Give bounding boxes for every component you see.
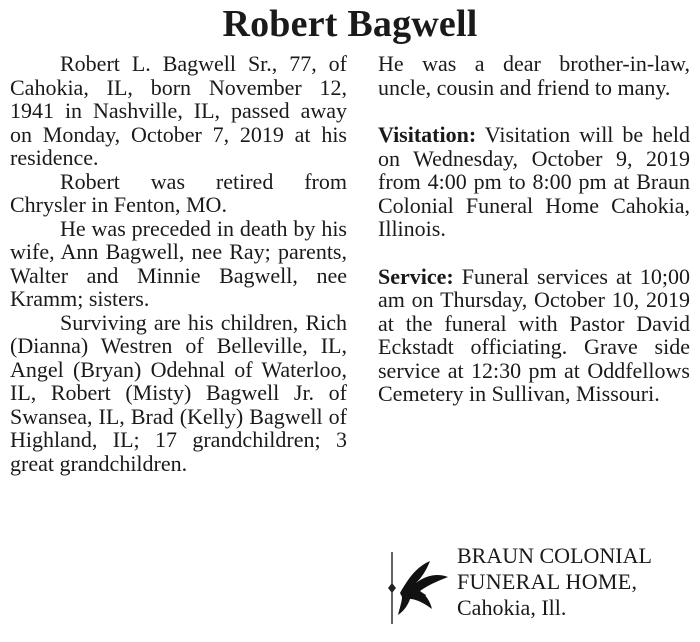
service-section xyxy=(378,265,690,406)
funeral-home-location: Cahokia, Ill. xyxy=(457,595,567,620)
bird-emblem-icon xyxy=(386,549,456,629)
paragraph-preceded: He was preceded in death by his wife, Ann Bagwell, nee Ray; parents, Walter and Minnie Bagwell, nee Kramm; sisters. xyxy=(10,215,347,311)
paragraph-career: Robert was retired from Chrysler in Fenton, MO. xyxy=(10,168,347,217)
right-column xyxy=(378,52,690,406)
paragraph-survivors: Surviving are his children, Rich (Dianna) Westren of Belleville, IL, Angel (Bryan) Odehnal of Waterloo, IL, Robert (Misty) Bagwell Jr. of Swansea, IL, Brad (Kelly) Bagwell of Highland, IL; 17 grandchildren; 3 great grandchildren. xyxy=(10,309,347,476)
funeral-home-name-line1: BRAUN COLONIAL xyxy=(457,543,652,568)
funeral-home-name-line2: FUNERAL HOME, xyxy=(457,569,638,594)
funeral-home-block xyxy=(457,543,652,621)
visitation-label: Visitation: xyxy=(378,122,477,147)
visitation-section xyxy=(378,123,690,241)
left-column xyxy=(10,52,347,475)
service-label: Service: xyxy=(378,263,454,289)
service-text: Funeral services at 10;00 am on Thursday, October 10, 2019 at the funeral with Pastor David Eckstadt officiating. Grave side service at 12:30 pm at Oddfellows Cemetery in Sullivan, Missouri. xyxy=(378,263,690,406)
visitation-text: Visitation will be held on Wednesday, October 9, 2019 from 4:00 pm to 8:00 pm at Braun Colonial Funeral Home Cahokia, Illinois. xyxy=(378,122,690,241)
paragraph-family: He was a dear brother-in-law, uncle, cousin and friend to many. xyxy=(378,51,690,100)
paragraph-intro: Robert L. Bagwell Sr., 77, of Cahokia, IL, born November 12, 1941 in Nashville, IL, passed away on Monday, October 7, 2019 at his residence. xyxy=(10,51,347,170)
obituary-title: Robert Bagwell xyxy=(222,3,478,45)
